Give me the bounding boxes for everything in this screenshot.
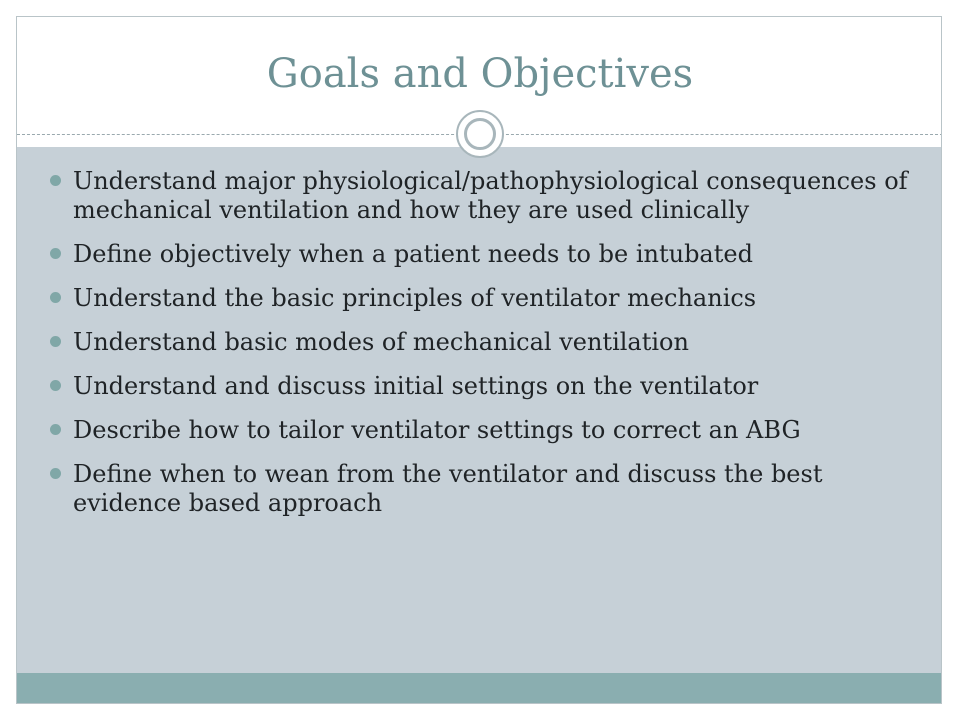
list-item: [47, 460, 927, 518]
list-item-text: Define when to wean from the ventilator and discuss the best evidence based approach: [73, 460, 823, 517]
decorative-ring-icon: [456, 110, 504, 158]
list-item: [47, 372, 927, 401]
decorative-ring-inner: [464, 118, 496, 150]
slide-frame: [16, 16, 942, 704]
objectives-list: [47, 167, 927, 533]
slide-title: Goals and Objectives: [266, 51, 694, 97]
list-item: [47, 167, 927, 225]
list-item: [47, 328, 927, 357]
list-item: [47, 240, 927, 269]
bullet-icon: [50, 336, 61, 347]
bullet-icon: [50, 292, 61, 303]
list-item-text: Understand and discuss initial settings on the ventilator: [73, 372, 759, 400]
list-item: [47, 284, 927, 313]
list-item: [47, 416, 927, 445]
list-item-text: Understand the basic principles of ventilator mechanics: [73, 284, 757, 312]
list-item-text: Understand major physiological/pathophysiological consequences of mechanical ventilation and how they are used clinically: [73, 167, 908, 224]
bullet-icon: [50, 175, 61, 186]
bullet-icon: [50, 248, 61, 259]
bullet-icon: [50, 380, 61, 391]
bullet-icon: [50, 424, 61, 435]
bullet-icon: [50, 468, 61, 479]
list-item-text: Understand basic modes of mechanical ventilation: [73, 328, 689, 356]
footer-bar: [17, 673, 942, 703]
list-item-text: Define objectively when a patient needs to be intubated: [73, 240, 753, 268]
list-item-text: Describe how to tailor ventilator settings to correct an ABG: [73, 416, 801, 444]
